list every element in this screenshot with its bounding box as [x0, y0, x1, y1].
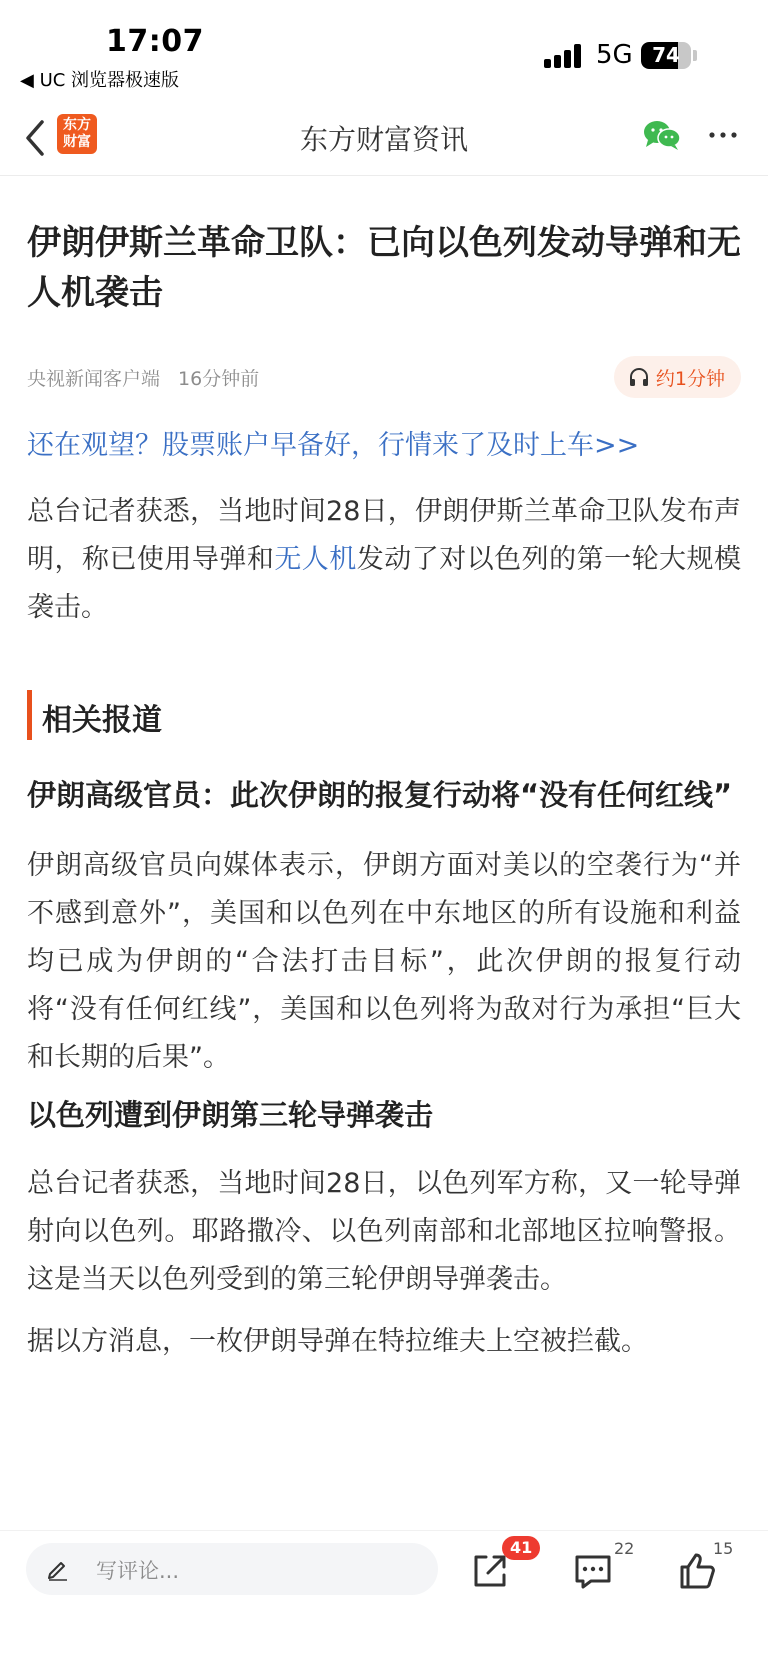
comment-icon[interactable] — [571, 1549, 615, 1593]
back-to-app-link[interactable]: ◀ UC 浏览器极速版 — [20, 70, 180, 91]
listen-button[interactable] — [614, 356, 741, 398]
more-icon[interactable] — [706, 118, 740, 152]
wechat-icon[interactable] — [642, 118, 682, 152]
promo-link[interactable]: 还在观望？股票账户早备好，行情来了及时上车>> — [27, 430, 640, 461]
listen-duration: 约1分钟 — [655, 367, 725, 390]
keyword-link[interactable]: 无人机 — [274, 544, 357, 575]
headphones-icon — [628, 366, 650, 388]
status-bar — [0, 0, 768, 100]
comment-placeholder: 写评论... — [96, 1559, 180, 1583]
article-time: 16分钟前 — [178, 368, 260, 390]
battery-cap — [693, 50, 697, 61]
article-source-line — [27, 364, 259, 391]
comment-input[interactable] — [26, 1543, 438, 1595]
status-time: 17:07 — [106, 24, 204, 59]
logo-line-1: 东方 — [63, 117, 91, 133]
network-type: 5G — [596, 40, 633, 70]
paragraph-text: 发动了对以色列的第一轮大规模袭击。 — [27, 544, 742, 623]
share-count-badge: 41 — [502, 1536, 540, 1560]
article-paragraph — [27, 488, 741, 632]
nav-bar — [0, 100, 768, 176]
battery-icon — [641, 42, 691, 69]
page-title: 东方财富资讯 — [299, 123, 468, 156]
article-source[interactable]: 央视新闻客户端 — [27, 368, 161, 390]
comment-count: 22 — [614, 1539, 635, 1558]
article-meta — [27, 356, 741, 400]
paragraph-text: 总台记者获悉，当地时间28日，伊朗伊斯兰革命卫队发布声明，称已使用导弹和 — [27, 496, 741, 575]
related-item-title: 以色列遭到伊朗第三轮导弹袭击 — [27, 1098, 434, 1132]
bottom-action-bar — [0, 1530, 768, 1669]
section-accent-bar — [27, 690, 32, 740]
battery-level: 74 — [652, 43, 680, 67]
related-section-header — [27, 690, 741, 742]
logo-line-2: 财富 — [63, 134, 91, 150]
article-title: 伊朗伊斯兰革命卫队：已向以色列发动导弹和无人机袭击 — [27, 223, 741, 313]
related-item-body: 伊朗高级官员向媒体表示，伊朗方面对美以的空袭行为“并不感到意外”，美国和以色列在中东地区的所有设施和利益均已成为伊朗的“合法打击目标”，此次伊朗的报复行动将“没有任何红线”，美国和以色列将为敌对行为承担“巨大和长期的后果”。 — [27, 850, 741, 1073]
related-item-body: 据以方消息，一枚伊朗导弹在特拉维夫上空被拦截。 — [27, 1326, 648, 1357]
signal-icon — [544, 42, 584, 68]
article — [27, 176, 741, 1366]
related-item-title: 伊朗高级官员：此次伊朗的报复行动将“没有任何红线” — [27, 778, 733, 812]
related-item-body: 总台记者获悉，当地时间28日，以色列军方称，又一轮导弹射向以色列。耶路撒冷、以色列南部和北部地区拉响警报。这是当天以色列受到的第三轮伊朗导弹袭击。 — [27, 1168, 741, 1295]
pencil-icon — [46, 1557, 70, 1581]
like-count: 15 — [713, 1539, 734, 1558]
related-heading: 相关报道 — [42, 703, 162, 738]
